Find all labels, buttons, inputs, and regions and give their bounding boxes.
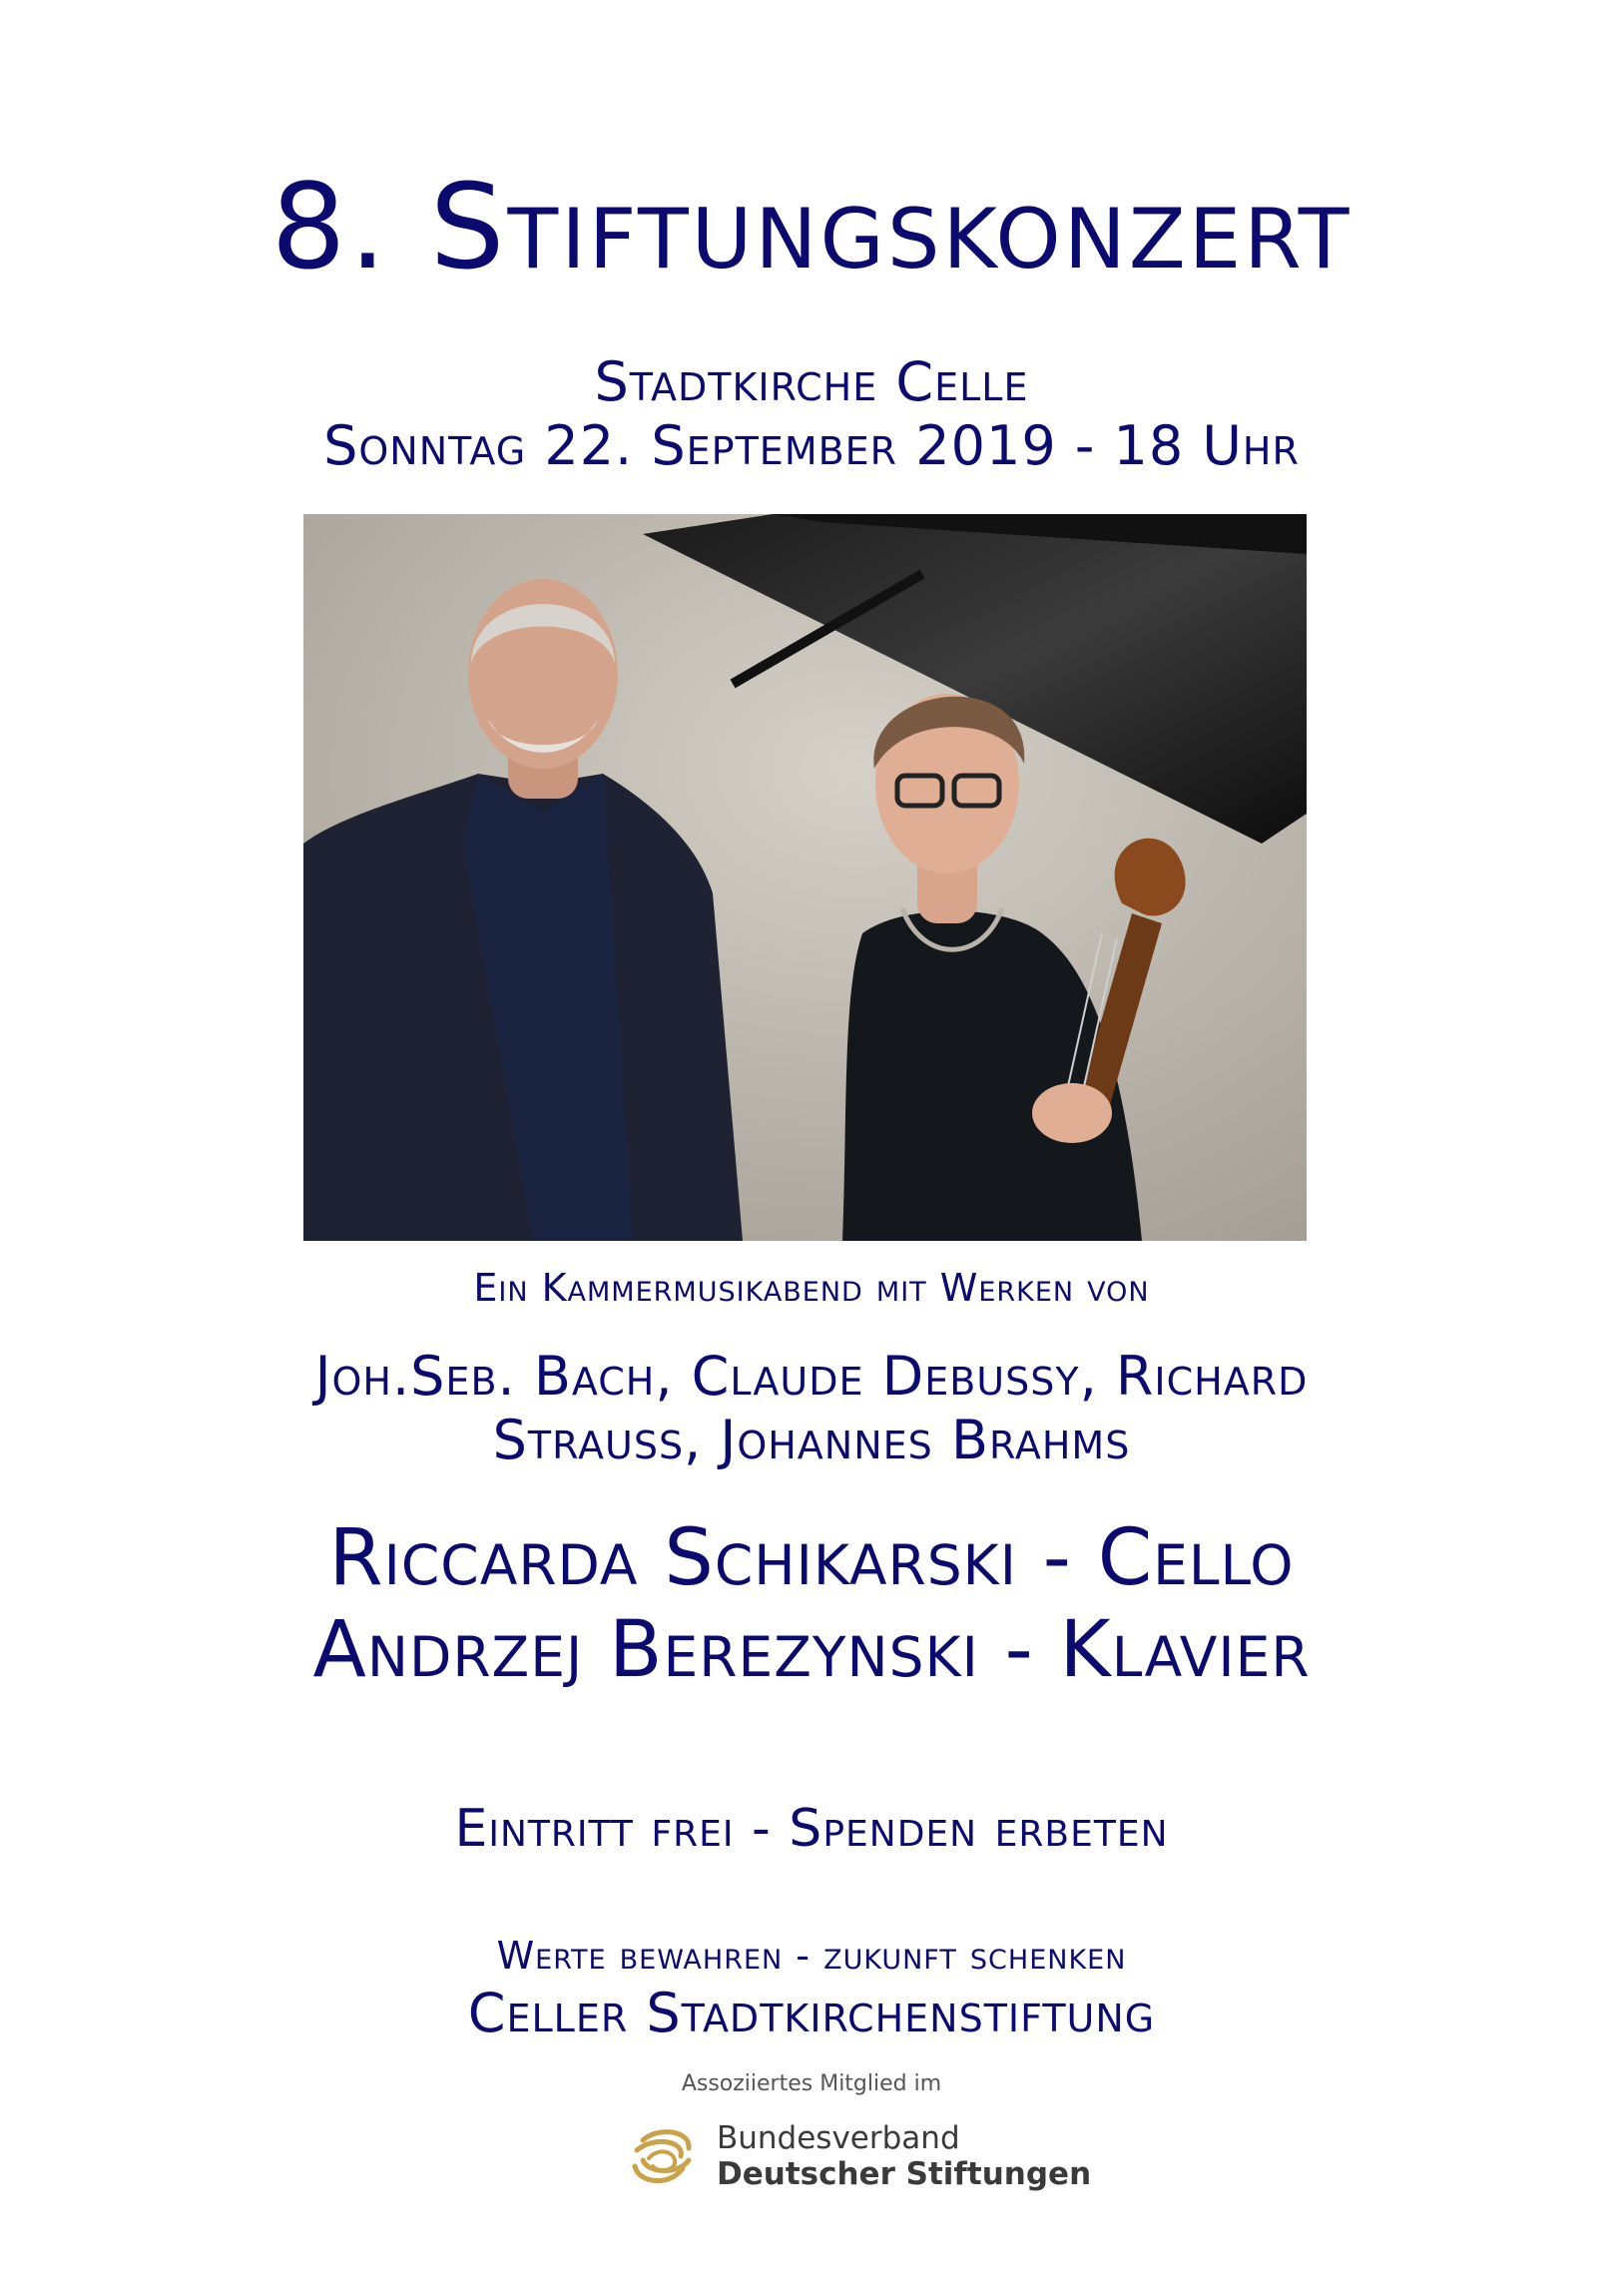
foundation-name: Celler Stadtkirchenstiftung [467, 1982, 1156, 2044]
event-date: Sonntag 22. September 2019 - 18 Uhr [323, 414, 1300, 477]
logo-name-line-1: Bundesverband [717, 2120, 960, 2156]
performer-cello: Riccarda Schikarski - Cello [328, 1513, 1295, 1603]
admission-note: Eintritt frei - Spenden erbeten [454, 1799, 1169, 1859]
poster-title: 8. Stiftungskonzert [270, 158, 1352, 295]
swirl-logo-icon [623, 2118, 703, 2198]
logo-name-line-2: Deutscher Stiftungen [717, 2156, 1092, 2192]
program-intro: Ein Kammermusikabend mit Werken von [473, 1266, 1150, 1310]
composers-line-1: Joh.Seb. Bach, Claude Debussy, Richard [314, 1345, 1309, 1408]
performer-piano: Andrzej Berezynski - Klavier [312, 1605, 1311, 1695]
association-note: Assoziiertes Mitglied im [681, 2071, 942, 2096]
foundation-motto: Werte bewahren - zukunft schenken [496, 1934, 1127, 1978]
venue: Stadtkirche Celle [594, 350, 1029, 413]
performers-photo [303, 514, 1307, 1241]
bundesverband-logo [623, 2114, 1092, 2204]
composers-line-2: Strauss, Johannes Brahms [492, 1409, 1131, 1471]
